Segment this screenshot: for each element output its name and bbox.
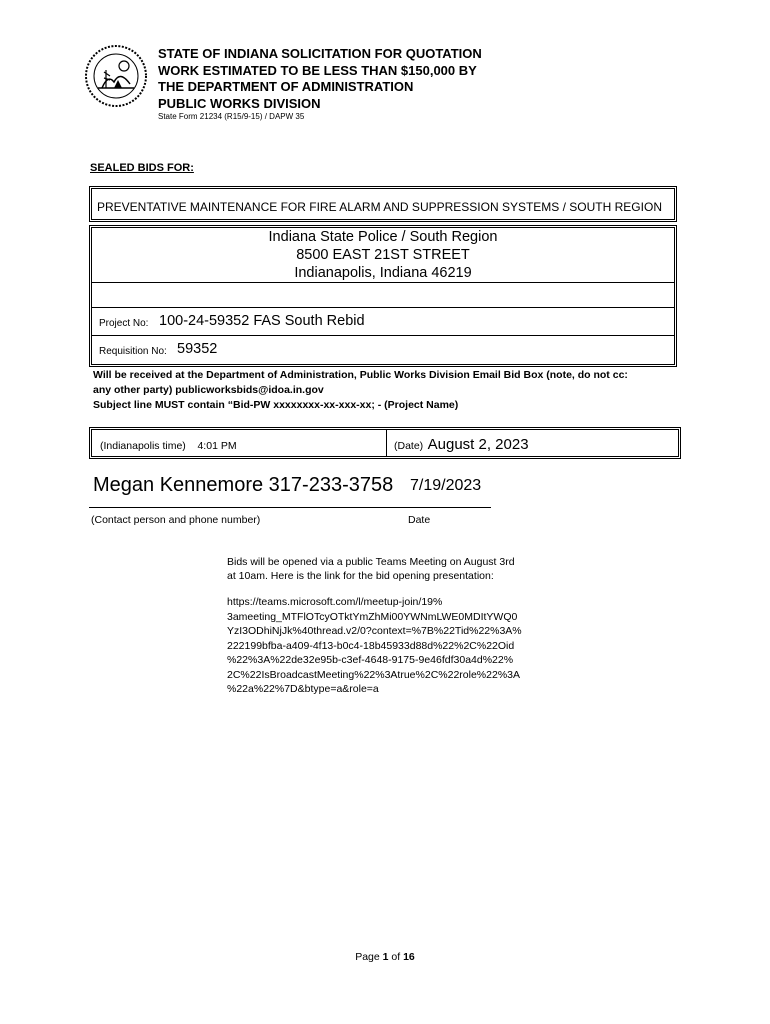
- blank-row: [92, 283, 674, 308]
- link-line[interactable]: 3ameeting_MTFlOTcyOTktYmZhMi00YWNmLWE0MDItYWQ0: [227, 610, 518, 623]
- bids-note-line-1: Bids will be opened via a public Teams Meeting on August 3rd: [227, 556, 515, 568]
- notice-line-3: Subject line MUST contain “Bid-PW xxxxxxxx-xx-xxx-xx; - (Project Name): [93, 399, 459, 411]
- link-line[interactable]: 222199bfba-a409-4f13-b0c4-18b45933d88d%22%2C%22Oid: [227, 639, 515, 652]
- project-number-value: 100-24-59352 FAS South Rebid: [159, 313, 365, 329]
- header-line-3: THE DEPARTMENT OF ADMINISTRATION: [158, 79, 414, 94]
- project-title-box: [89, 186, 677, 222]
- page-word: Page: [355, 951, 383, 963]
- state-seal-icon: [84, 44, 148, 108]
- deadline-time: [100, 440, 237, 452]
- contact-date: 7/19/2023: [410, 477, 482, 494]
- location-line-1: Indiana State Police / South Region: [268, 229, 498, 245]
- notice-line-1: Will be received at the Department of Administration, Public Works Division Email Bid Box (note, do not cc:: [93, 369, 628, 381]
- link-line[interactable]: 2C%22IsBroadcastMeeting%22%3Atrue%2C%22role%22%3A: [227, 668, 521, 681]
- location-address: [92, 228, 674, 283]
- time-label: (Indianapolis time): [100, 440, 186, 452]
- signature-line: [89, 507, 491, 508]
- time-value: 4:01 PM: [197, 440, 237, 452]
- requisition-label: Requisition No:: [99, 346, 167, 357]
- header-line-4: PUBLIC WORKS DIVISION: [158, 95, 321, 111]
- page-total: 16: [403, 951, 415, 963]
- location-box: [89, 225, 677, 367]
- location-line-2: 8500 EAST 21ST STREET: [296, 247, 470, 263]
- teams-meeting-link[interactable]: [227, 595, 522, 697]
- project-title: PREVENTATIVE MAINTENANCE FOR FIRE ALARM AND SUPPRESSION SYSTEMS / SOUTH REGION: [97, 200, 662, 214]
- submission-notice: [93, 368, 628, 413]
- link-line[interactable]: YzI3ODhiNjJk%40thread.v2/0?context=%7B%22Tid%22%3A%: [227, 625, 522, 637]
- header-line-1: STATE OF INDIANA SOLICITATION FOR QUOTATION: [158, 46, 482, 61]
- page-number: [0, 951, 770, 963]
- contact-date-label: Date: [408, 514, 431, 526]
- date-value: August 2, 2023: [427, 436, 529, 453]
- link-line[interactable]: %22a%22%7D&btype=a&role=a: [227, 683, 379, 695]
- location-line-3: Indianapolis, Indiana 46219: [294, 265, 472, 281]
- bid-opening-note: [227, 555, 557, 583]
- link-line[interactable]: https://teams.microsoft.com/l/meetup-join/19%: [227, 596, 443, 608]
- bids-note-line-2: at 10am. Here is the link for the bid opening presentation:: [227, 570, 494, 582]
- contact-label: (Contact person and phone number): [91, 514, 261, 526]
- project-number-label: Project No:: [99, 318, 149, 329]
- project-number-row: [92, 308, 674, 336]
- link-line[interactable]: %22%3A%22de32e95b-c3ef-4648-9175-9e46fdf30a4d%22%: [227, 654, 514, 666]
- requisition-value: 59352: [177, 341, 218, 357]
- of-word: of: [388, 951, 404, 963]
- notice-line-2: any other party) publicworksbids@idoa.in.gov: [93, 384, 324, 396]
- sealed-bids-label: SEALED BIDS FOR:: [90, 162, 194, 174]
- document-header: [158, 46, 482, 112]
- header-line-2: WORK ESTIMATED TO BE LESS THAN $150,000 BY: [158, 62, 477, 78]
- deadline-date: [394, 436, 529, 454]
- contact-name-phone: Megan Kennemore 317-233-3758: [93, 474, 394, 496]
- page-current: 1: [382, 951, 389, 963]
- deadline-divider: [386, 430, 387, 456]
- form-number: State Form 21234 (R15/9-15) / DAPW 35: [158, 112, 305, 121]
- date-label: (Date): [394, 440, 424, 452]
- requisition-row: [92, 336, 674, 364]
- deadline-box: [89, 427, 681, 459]
